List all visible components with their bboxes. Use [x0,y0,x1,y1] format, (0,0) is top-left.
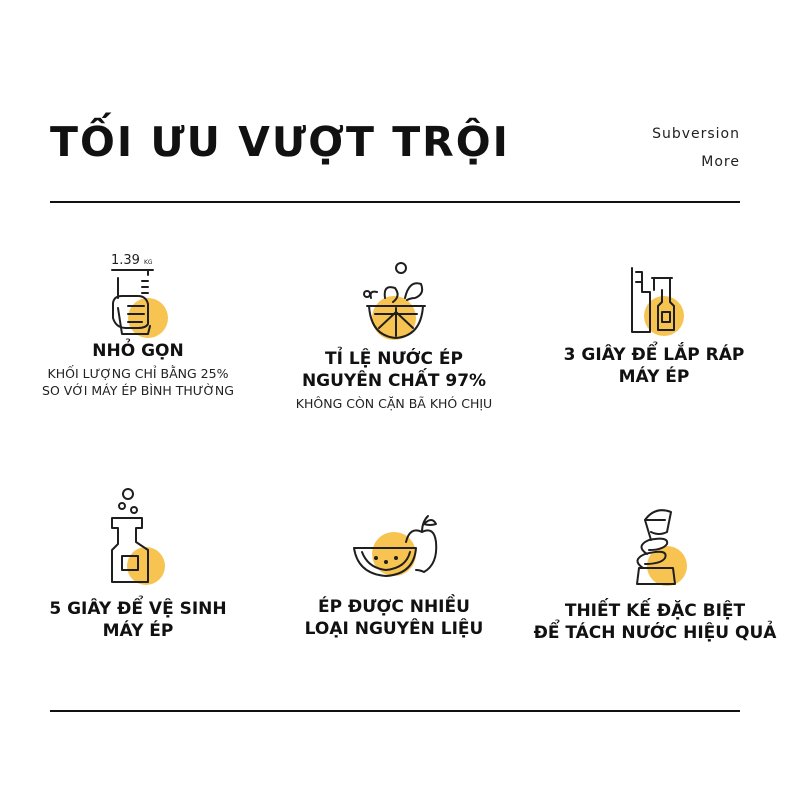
feature-design [505,498,786,644]
feature-title: TỈ LỆ NƯỚC ÉP NGUYÊN CHẤT 97% [301,349,487,391]
orange-slice-splash-icon [349,258,439,346]
feature-title: 3 GIÂY ĐỂ LẮP RÁP MÁY ÉP [563,345,745,387]
feature-title: THIẾT KẾ ĐẶC BIỆT ĐỂ TÁCH NƯỚC HIỆU QUẢ [533,601,777,643]
feature-assembly [523,262,785,388]
svg-text:KG: KG [144,259,153,266]
juicer-cleaning-bubbles-icon [98,486,178,586]
feature-title: ÉP ĐƯỢC NHIỀU LOẠI NGUYÊN LIỆU [304,597,484,639]
feature-title: 5 GIÂY ĐỂ VỆ SINH MÁY ÉP [49,599,227,641]
feature-cleaning [7,486,269,642]
feature-description: KHÔNG CÒN CẶN BÃ KHÓ CHỊU [295,396,493,411]
feature-ingredients [263,498,525,640]
more-link[interactable]: More [701,154,740,170]
feature-description: KHỐI LƯỢNG CHỈ BẰNG 25% SO VỚI MÁY ÉP BÌNH THƯỜNG [42,366,234,398]
page-title: TỐI ƯU VƯỢT TRỘI [50,118,510,166]
fist-holding-cup-icon [98,248,178,338]
watermelon-apple-icon [344,498,444,578]
top-divider [50,201,740,203]
feature-juice-ratio [263,258,525,412]
feature-compact [7,248,269,399]
subversion-link[interactable]: Subversion [652,126,740,142]
svg-text:1.39: 1.39 [111,253,140,268]
feature-title: NHỎ GỌN [92,341,184,361]
side-links [652,120,740,176]
juicer-assembly-icon [614,262,694,342]
auger-screw-icon [615,498,695,588]
bottom-divider [50,710,740,712]
